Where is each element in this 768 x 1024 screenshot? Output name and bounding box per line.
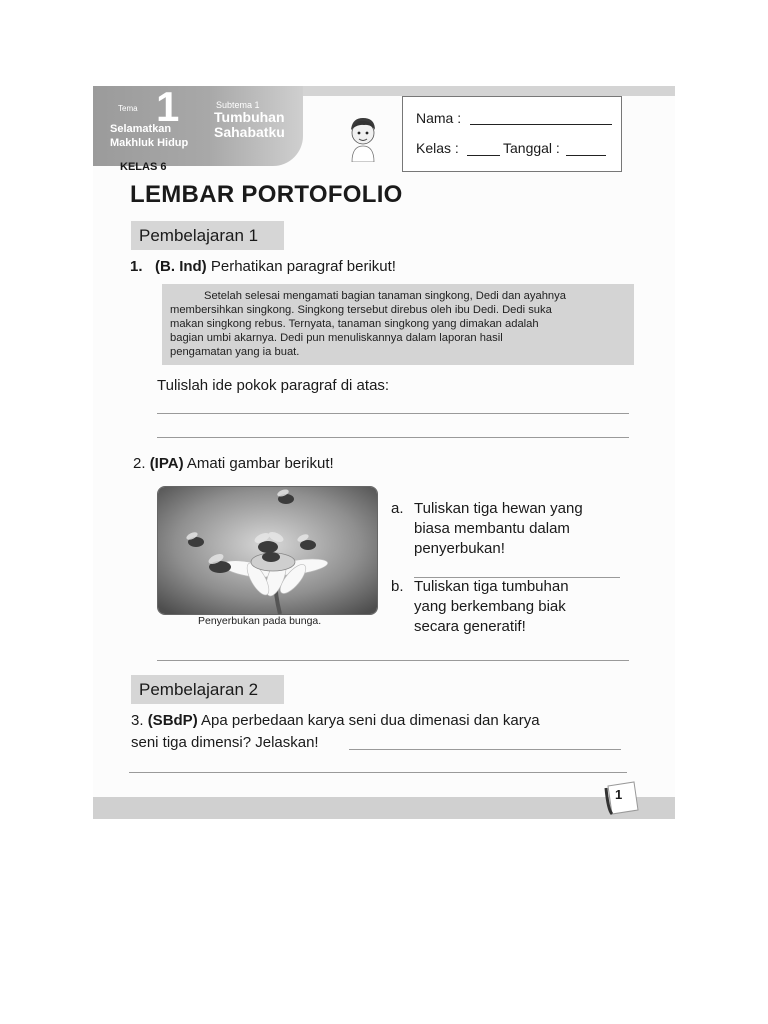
- page-title: LEMBAR PORTOFOLIO: [130, 181, 403, 208]
- q1-subject: (B. Ind): [155, 258, 207, 275]
- tanggal-label: Tanggal :: [503, 140, 560, 156]
- q3-text-line2: seni tiga dimensi? Jelaskan!: [131, 734, 319, 751]
- q2-subject: (IPA): [149, 455, 184, 472]
- tema-name-line2: Makhluk Hidup: [110, 137, 189, 149]
- paragraph-line: pengamatan yang ia buat.: [170, 346, 300, 358]
- photo-caption: Penyerbukan pada bunga.: [198, 615, 322, 627]
- section-pembelajaran-1: Pembelajaran 1: [131, 221, 284, 250]
- subtema-label: Subtema 1: [216, 100, 260, 110]
- paragraph-line: makan singkong rebus. Ternyata, tanaman singkong yang dimakan adalah: [170, 318, 539, 330]
- kelas-field-label: Kelas :: [416, 140, 459, 156]
- q3-text-line1: Apa perbedaan karya seni dua dimenasi dan karya: [201, 712, 540, 729]
- answer-line[interactable]: [157, 660, 629, 661]
- subtema-name: [214, 110, 285, 140]
- pollination-photo: [157, 486, 378, 615]
- answer-line[interactable]: [349, 749, 621, 750]
- option-a-line: penyerbukan!: [414, 540, 505, 557]
- paragraph-line: Setelah selesai mengamati bagian tanaman singkong, Dedi dan ayahnya: [204, 290, 566, 302]
- option-b-line: yang berkembang biak: [414, 598, 566, 615]
- bees-on-flower-image: [158, 487, 377, 614]
- footer-band: [93, 797, 675, 819]
- child-mascot-icon: [346, 116, 380, 162]
- tema-label: Tema: [118, 104, 138, 113]
- q3-number: 3.: [131, 712, 144, 729]
- option-b-letter: b.: [391, 578, 404, 595]
- question-2: [133, 455, 334, 472]
- option-a-line: biasa membantu dalam: [414, 520, 570, 537]
- answer-line[interactable]: [157, 437, 629, 438]
- page-number: 1: [615, 787, 623, 802]
- subtema-name-line2: Sahabatku: [214, 124, 285, 140]
- q3-subject: (SBdP): [147, 712, 198, 729]
- option-b-line: secara generatif!: [414, 618, 526, 635]
- question-3: [131, 712, 540, 729]
- section-pembelajaran-2: Pembelajaran 2: [131, 675, 284, 704]
- q1-text: Perhatikan paragraf berikut!: [210, 258, 396, 275]
- option-a-text: [414, 499, 583, 559]
- student-id-box: [402, 96, 622, 172]
- answer-line[interactable]: [129, 772, 627, 773]
- nama-row: [416, 110, 461, 126]
- option-a-line: Tuliskan tiga hewan yang: [414, 500, 583, 517]
- tanggal-row: [503, 140, 560, 156]
- kelas-blank[interactable]: [467, 155, 500, 156]
- nama-label: Nama :: [416, 110, 462, 126]
- q1-number: 1.: [130, 258, 143, 275]
- option-b-line: Tuliskan tiga tumbuhan: [414, 578, 569, 595]
- tema-name-line1: Selamatkan: [110, 123, 172, 135]
- option-b-text: [414, 577, 569, 637]
- kelas-row: [416, 140, 459, 156]
- nama-blank[interactable]: [470, 124, 612, 125]
- q2-number: 2.: [133, 455, 146, 472]
- q1-paragraph-box: [162, 284, 634, 365]
- kelas-label: KELAS 6: [120, 161, 167, 173]
- paragraph-line: membersihkan singkong. Singkong tersebut direbus oleh ibu Dedi. Dedi suka: [170, 304, 552, 316]
- book-page-icon: [604, 780, 642, 816]
- tema-name: [110, 122, 188, 150]
- q2-text: Amati gambar berikut!: [186, 455, 334, 472]
- question-1: [130, 258, 396, 275]
- answer-line[interactable]: [157, 413, 629, 414]
- paragraph-line: bagian umbi akarnya. Dedi pun menuliskannya dalam laporan hasil: [170, 332, 503, 344]
- q1-prompt: Tulislah ide pokok paragraf di atas:: [157, 377, 390, 394]
- option-a-letter: a.: [391, 500, 404, 517]
- subtema-name-line1: Tumbuhan: [214, 109, 285, 125]
- tanggal-blank[interactable]: [566, 155, 606, 156]
- tema-number: 1: [156, 83, 180, 130]
